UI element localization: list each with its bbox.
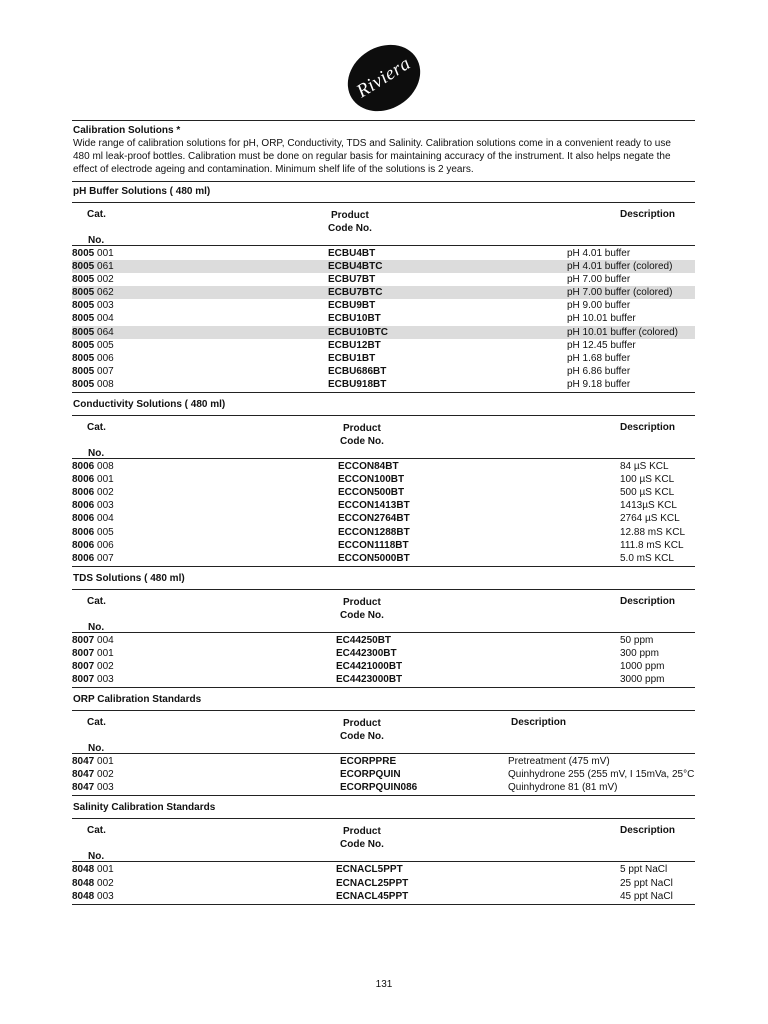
table-row [72, 673, 695, 686]
table-row [72, 365, 695, 378]
table-rows [72, 633, 695, 688]
table-row [72, 552, 695, 565]
product-code: ECBU10BT [328, 313, 381, 325]
table-row [72, 526, 695, 539]
intro-block [72, 120, 695, 182]
table-section [72, 688, 695, 796]
table-rows [72, 246, 695, 393]
product-code: ECBU4BT [328, 248, 376, 259]
cat-suffix: 002 [97, 877, 114, 889]
cat-suffix: 003 [97, 782, 114, 794]
cat-number [72, 673, 114, 686]
table-row [72, 312, 695, 325]
description: Pretreatment (475 mV) [508, 756, 610, 768]
product-code: ECBU9BT [328, 300, 376, 312]
cat-prefix: 8047 [72, 756, 95, 768]
cat-suffix: 007 [97, 365, 114, 377]
table-row [72, 273, 695, 286]
cat-number [72, 299, 114, 312]
description: 2764 µS KCL [620, 513, 680, 525]
cat-number [72, 781, 114, 794]
cat-suffix: 002 [97, 487, 114, 499]
description: 5 ppt NaCl [620, 864, 668, 876]
cat-number [72, 312, 114, 325]
product-code: ECCON100BT [338, 474, 405, 486]
cat-number [72, 539, 114, 552]
cat-prefix: 8048 [72, 877, 95, 889]
description: pH 4.01 buffer [567, 248, 631, 259]
header-product-line2: Code No. [340, 731, 384, 743]
cat-suffix: 008 [97, 461, 114, 473]
table-row [72, 326, 695, 339]
cat-number [72, 247, 114, 260]
table-header [72, 415, 695, 459]
cat-prefix: 8006 [72, 487, 95, 499]
cat-number [72, 499, 114, 512]
description: pH 4.01 buffer (colored) [567, 261, 673, 273]
product-code: ECORPPRE [340, 756, 397, 768]
table-row [72, 460, 695, 473]
product-code: ECORPQUIN [340, 769, 401, 781]
cat-prefix: 8006 [72, 500, 95, 512]
product-code: ECCON500BT [338, 487, 405, 499]
cat-number [72, 660, 114, 673]
header-description: Description [620, 209, 676, 220]
cat-suffix: 001 [97, 864, 114, 876]
header-product-line1: Product [343, 718, 381, 730]
cat-suffix: 002 [97, 274, 114, 286]
description: pH 1.68 buffer [567, 352, 631, 364]
cat-number [72, 460, 114, 473]
description: 5.0 mS KCL [620, 552, 674, 564]
product-code: ECCON1288BT [338, 526, 410, 538]
product-code: EC4421000BT [336, 660, 403, 672]
cat-prefix: 8006 [72, 461, 95, 473]
description: 1000 ppm [620, 660, 665, 672]
description: 300 ppm [620, 647, 659, 659]
product-code: EC4423000BT [336, 674, 403, 686]
cat-number [72, 260, 114, 273]
product-code: ECCON1413BT [338, 500, 410, 512]
header-no: No. [88, 235, 105, 246]
cat-suffix: 062 [97, 287, 114, 299]
header-product-line2: Code No. [340, 436, 384, 448]
intro-line: effect of electrode ageing and contamination. Minimum shelf life of the solutions is 2 years. [73, 164, 474, 175]
cat-number [72, 863, 114, 876]
cat-suffix: 001 [97, 474, 114, 486]
header-description: Description [620, 422, 676, 434]
description: pH 7.00 buffer [567, 274, 631, 286]
cat-prefix: 8005 [72, 378, 95, 390]
table-section [72, 567, 695, 688]
table-rows [72, 459, 695, 567]
table-row [72, 299, 695, 312]
product-code: ECCON1118BT [338, 539, 409, 551]
header-product-line1: Product [343, 596, 381, 608]
product-code: ECBU12BT [328, 339, 381, 351]
description: 100 µS KCL [620, 474, 675, 486]
description: pH 9.00 buffer [567, 300, 631, 312]
table-row [72, 486, 695, 499]
description: 1413µS KCL [620, 500, 677, 512]
cat-suffix: 002 [97, 769, 114, 781]
cat-number [72, 877, 114, 890]
cat-suffix: 005 [97, 526, 114, 538]
description: pH 9.18 buffer [567, 378, 631, 390]
header-product-line1: Product [343, 826, 381, 838]
intro-line: Wide range of calibration solutions for pH, ORP, Conductivity, TDS and Salinity. Calibration solutions come in a convenient ready to use [73, 138, 671, 149]
table-row [72, 877, 695, 890]
table-row [72, 755, 695, 768]
cat-suffix: 001 [97, 647, 114, 659]
description: pH 10.01 buffer (colored) [567, 326, 678, 338]
description: 12.88 mS KCL [620, 526, 686, 538]
cat-prefix: 8005 [72, 326, 95, 338]
product-code: EC44250BT [336, 634, 392, 646]
section-title: pH Buffer Solutions ( 480 ml) [73, 186, 211, 197]
header-cat: Cat. [87, 209, 106, 220]
header-product [340, 596, 384, 622]
header-description: Description [620, 825, 676, 837]
cat-prefix: 8005 [72, 339, 95, 351]
header-cat: Cat. [87, 595, 106, 607]
section-title: TDS Solutions ( 480 ml) [73, 572, 185, 584]
cat-suffix: 007 [97, 552, 114, 564]
cat-suffix: 003 [97, 674, 114, 686]
cat-prefix: 8007 [72, 674, 95, 686]
description: Quinhydrone 81 (81 mV) [508, 782, 618, 794]
product-code: ECBU4BTC [328, 261, 383, 273]
header-no: No. [88, 448, 105, 460]
table-header [72, 202, 695, 246]
header-product-line2: Code No. [340, 839, 384, 851]
page-number: 131 [375, 979, 393, 990]
cat-prefix: 8048 [72, 864, 95, 876]
product-code: ECBU686BT [328, 365, 387, 377]
cat-suffix: 003 [97, 300, 114, 312]
cat-suffix: 003 [97, 890, 114, 902]
product-code: ECBU918BT [328, 378, 387, 390]
cat-number [72, 352, 114, 365]
cat-suffix: 001 [97, 248, 114, 259]
description: 500 µS KCL [620, 487, 675, 499]
intro-title: Calibration Solutions * [73, 125, 181, 136]
cat-prefix: 8005 [72, 365, 95, 377]
header-cat: Cat. [87, 717, 106, 729]
table-row [72, 660, 695, 673]
table-section [72, 182, 695, 393]
cat-prefix: 8005 [72, 287, 95, 299]
header-cat: Cat. [87, 825, 106, 837]
table-row [72, 473, 695, 486]
product-code: ECBU7BTC [328, 287, 383, 299]
description: 3000 ppm [620, 674, 665, 686]
product-code: ECCON84BT [338, 461, 399, 473]
cat-prefix: 8007 [72, 647, 95, 659]
product-code: EC442300BT [336, 647, 397, 659]
table-row [72, 890, 695, 903]
cat-number [72, 339, 114, 352]
cat-prefix: 8005 [72, 261, 95, 273]
cat-suffix: 064 [97, 326, 114, 338]
cat-prefix: 8005 [72, 352, 95, 364]
cat-number [72, 526, 114, 539]
header-cat: Cat. [87, 422, 106, 434]
header-product [328, 209, 372, 235]
table-row [72, 512, 695, 525]
table-row [72, 647, 695, 660]
cat-prefix: 8005 [72, 313, 95, 325]
table-row [72, 768, 695, 781]
logo-text: Riviera [352, 52, 415, 103]
cat-suffix: 004 [97, 634, 114, 646]
header-product [340, 717, 384, 743]
cat-prefix: 8005 [72, 274, 95, 286]
header-no: No. [88, 743, 105, 755]
cat-suffix: 004 [97, 313, 114, 325]
cat-suffix: 004 [97, 513, 114, 525]
description: pH 6.86 buffer [567, 365, 631, 377]
cat-number [72, 890, 114, 903]
cat-number [72, 326, 114, 339]
riviera-logo [335, 32, 432, 125]
cat-prefix: 8005 [72, 248, 95, 259]
cat-suffix: 006 [97, 352, 114, 364]
table-row [72, 499, 695, 512]
table-row [72, 539, 695, 552]
header-description: Description [620, 595, 676, 607]
cat-prefix: 8006 [72, 526, 95, 538]
cat-suffix: 003 [97, 500, 114, 512]
description: pH 10.01 buffer [567, 313, 636, 325]
table-row [72, 286, 695, 299]
cat-number [72, 286, 114, 299]
cat-prefix: 8006 [72, 539, 95, 551]
description: 50 ppm [620, 634, 654, 646]
cat-prefix: 8048 [72, 890, 95, 902]
table-rows [72, 862, 695, 904]
cat-number [72, 647, 114, 660]
header-no: No. [88, 851, 105, 863]
table-row [72, 863, 695, 876]
description: 25 ppt NaCl [620, 877, 673, 889]
cat-number [72, 473, 114, 486]
table-section [72, 796, 695, 904]
table-row [72, 352, 695, 365]
cat-suffix: 001 [97, 756, 114, 768]
cat-suffix: 005 [97, 339, 114, 351]
intro-line: 480 ml leak-proof bottles. Calibration must be done on regular basis for maintaining accuracy of the instrument. It also helps negate the [73, 151, 671, 162]
cat-number [72, 365, 114, 378]
cat-suffix: 002 [97, 660, 114, 672]
table-row [72, 339, 695, 352]
table-section [72, 393, 695, 567]
product-code: ECNACL45PPT [336, 890, 409, 902]
cat-prefix: 8006 [72, 513, 95, 525]
section-title: Conductivity Solutions ( 480 ml) [73, 399, 226, 411]
sections-container [72, 182, 695, 905]
header-product-line1: Product [331, 210, 369, 221]
description: 111.8 mS KCL [620, 539, 684, 551]
table-row [72, 634, 695, 647]
cat-number [72, 755, 114, 768]
table-row [72, 260, 695, 273]
cat-prefix: 8047 [72, 769, 95, 781]
cat-number [72, 378, 114, 391]
table-row [72, 781, 695, 794]
cat-prefix: 8047 [72, 782, 95, 794]
description: pH 12.45 buffer [567, 339, 636, 351]
cat-number [72, 486, 114, 499]
product-code: ECBU10BTC [328, 326, 389, 338]
description: pH 7.00 buffer (colored) [567, 287, 673, 299]
cat-prefix: 8007 [72, 634, 95, 646]
cat-prefix: 8006 [72, 552, 95, 564]
header-product-line2: Code No. [340, 609, 384, 621]
product-code: ECBU7BT [328, 274, 376, 286]
product-code: ECBU1BT [328, 352, 376, 364]
product-code: ECCON5000BT [338, 552, 410, 564]
product-code: ECNACL25PPT [336, 877, 409, 889]
product-code: ECNACL5PPT [336, 864, 403, 876]
product-code: ECORPQUIN086 [340, 782, 418, 794]
cat-number [72, 512, 114, 525]
description: Quinhydrone 255 (255 mV, I 15mVa, 25°C [508, 769, 695, 781]
header-product [340, 422, 384, 448]
header-no: No. [88, 621, 105, 633]
header-description: Description [511, 717, 567, 729]
section-title: Salinity Calibration Standards [73, 802, 216, 814]
cat-number [72, 273, 114, 286]
description: 84 µS KCL [620, 461, 669, 473]
cat-suffix: 008 [97, 378, 114, 390]
product-code: ECCON2764BT [338, 513, 410, 525]
cat-number [72, 634, 114, 647]
table-rows [72, 754, 695, 796]
cat-suffix: 006 [97, 539, 114, 551]
cat-prefix: 8007 [72, 660, 95, 672]
header-product [340, 825, 384, 851]
cat-suffix: 061 [97, 261, 114, 273]
description: 45 ppt NaCl [620, 890, 673, 902]
section-title: ORP Calibration Standards [73, 694, 202, 706]
table-header [72, 818, 695, 862]
catalog-content [72, 120, 695, 905]
cat-number [72, 768, 114, 781]
table-row [72, 378, 695, 391]
table-header [72, 589, 695, 633]
cat-prefix: 8006 [72, 474, 95, 486]
table-row [72, 247, 695, 260]
header-product-line2: Code No. [328, 223, 372, 234]
cat-number [72, 552, 114, 565]
header-product-line1: Product [343, 423, 381, 435]
cat-prefix: 8005 [72, 300, 95, 312]
table-header [72, 710, 695, 754]
